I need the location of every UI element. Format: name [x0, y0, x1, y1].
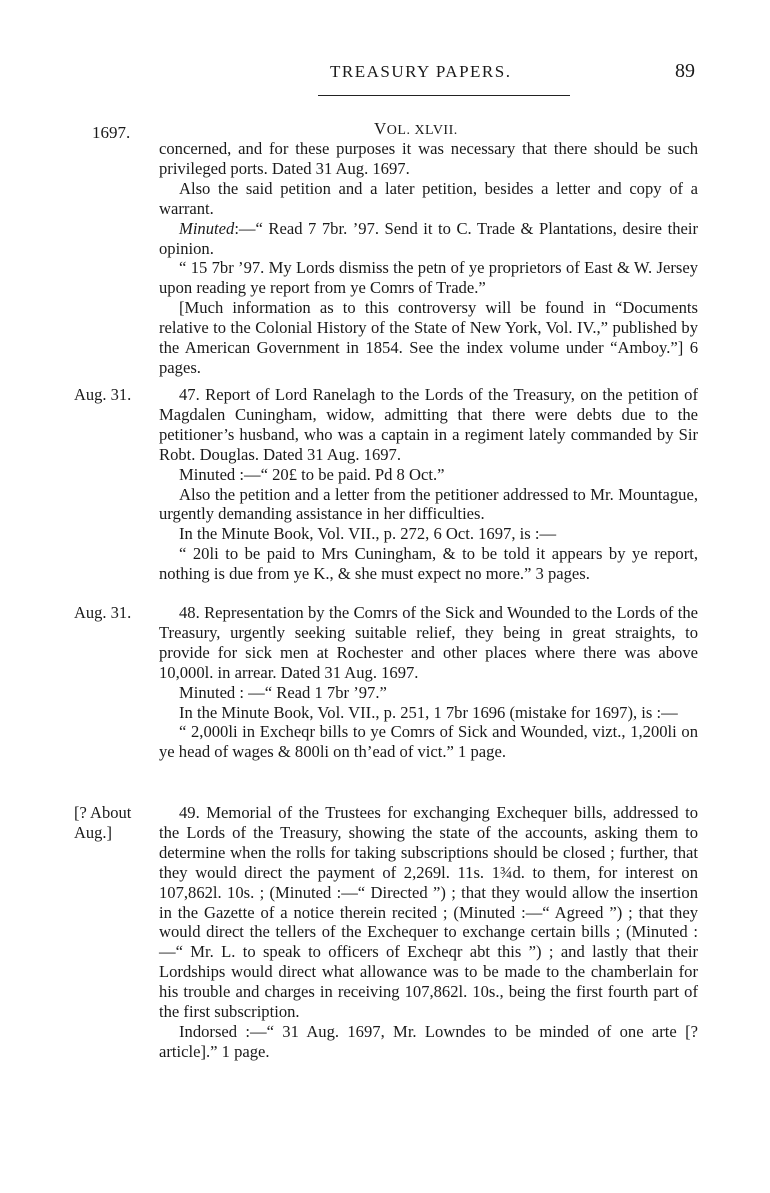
- entry-date: Aug. 31.: [74, 385, 132, 404]
- entry-paragraph: Also the petition and a letter from the petitioner addressed to Mr. Mountague, urgently demanding assistance in her difficulties.: [159, 484, 698, 524]
- volume-heading-initial: V: [374, 119, 387, 138]
- entry-48: [159, 603, 698, 762]
- paragraph: [Much information as to this controversy will be found in “Documents relative to the Colonial History of the State of New York, Vol. IV.,” published by the American Government in 1854. See the index volume under “Amboy.”] 6 pages.: [159, 298, 698, 377]
- entry-paragraph: “ 20li to be paid to Mrs Cuningham, & to be told it appears by ye report, nothing is due from ye K., & she must expect no more.” 3 pages.: [159, 544, 698, 584]
- continuation-block: [159, 139, 698, 378]
- volume-heading-rest: OL. XLVII.: [386, 123, 458, 138]
- entry-paragraph: Minuted :—“ 20£ to be paid. Pd 8 Oct.”: [179, 464, 445, 484]
- entry-paragraph: In the Minute Book, Vol. VII., p. 272, 6 Oct. 1697, is :—: [179, 524, 557, 544]
- entry-date: [? About Aug.]: [74, 803, 132, 842]
- running-title: TREASURY PAPERS.: [330, 62, 512, 81]
- entry-paragraph: 49. Memorial of the Trustees for exchanging Exchequer bills, addressed to the Lords of the Treasury, showing the state of the accounts, asking them to determine when the rolls for taking subscriptions should be closed ; further, that they would direct the payment of 2,269l. 11s. 1¾d. to them, for interest on 107,862l. 10s. ; (Minuted :—“ Directed ”) ; that they would allow the insertion in the Gazette of a notice therein recited ; (Minuted :—“ Agreed ”) ; that they would direct the tellers of the Exchequer to exchange certain bills ; (Minuted :—“ Mr. L. to speak to officers of Excheqr abt this ”) ; and lastly that their Lordships would direct what allowance was to be made to the chamberlain for his trouble and charges in receiving 107,862l. 10s., being the first fourth part of the first subscription.: [159, 803, 698, 1022]
- page-number: 89: [675, 60, 695, 82]
- entry-paragraph: Minuted : —“ Read 1 7br ’97.”: [179, 682, 387, 702]
- minuted-label: Minuted: [179, 218, 235, 238]
- entry-paragraph: 48. Representation by the Comrs of the Sick and Wounded to the Lords of the Treasury, urgently seeking suitable relief, they being in great straights, to provide for sick men at Rochester and other places where there was above 10,000l. in arrear. Dated 31 Aug. 1697.: [159, 603, 698, 682]
- header-rule: [318, 95, 570, 96]
- paragraph: concerned, and for these purposes it was necessary that there should be such privileged ports. Dated 31 Aug. 1697.: [159, 139, 698, 178]
- paragraph: “ 15 7br ’97. My Lords dismiss the petn of ye proprietors of East & W. Jersey upon reading ye report from ye Comrs of Trade.”: [159, 258, 698, 298]
- minuted-paragraph: [159, 219, 698, 259]
- volume-heading: [374, 119, 458, 139]
- entry-paragraph: “ 2,000li in Excheqr bills to ye Comrs of Sick and Wounded, vizt., 1,200li on ye head of wages & 800li on th’ead of vict.” 1 page.: [159, 722, 698, 762]
- entry-paragraph: 47. Report of Lord Ranelagh to the Lords of the Treasury, on the petition of Magdalen Cuningham, widow, admitting that there were debts due to the petitioner’s husband, who was a captain in a regiment lately commanded by Sir Robt. Douglas. Dated 31 Aug. 1697.: [159, 385, 698, 464]
- entry-47: [159, 385, 698, 584]
- entry-paragraph: In the Minute Book, Vol. VII., p. 251, 1 7br 1696 (mistake for 1697), is :—: [179, 702, 678, 722]
- entry-date: Aug. 31.: [74, 603, 132, 622]
- page-header: [0, 62, 770, 86]
- entry-paragraph: Indorsed :—“ 31 Aug. 1697, Mr. Lowndes to be minded of one arte [? article].” 1 page.: [159, 1021, 698, 1061]
- year-marker: 1697.: [92, 123, 131, 142]
- minuted-text: :—“ Read 7 7br. ’97. Send it to C. Trade & Plantations, desire their opinion.: [159, 218, 698, 258]
- paragraph: Also the said petition and a later petition, besides a letter and copy of a warrant.: [159, 178, 698, 218]
- entry-49: [159, 803, 698, 1062]
